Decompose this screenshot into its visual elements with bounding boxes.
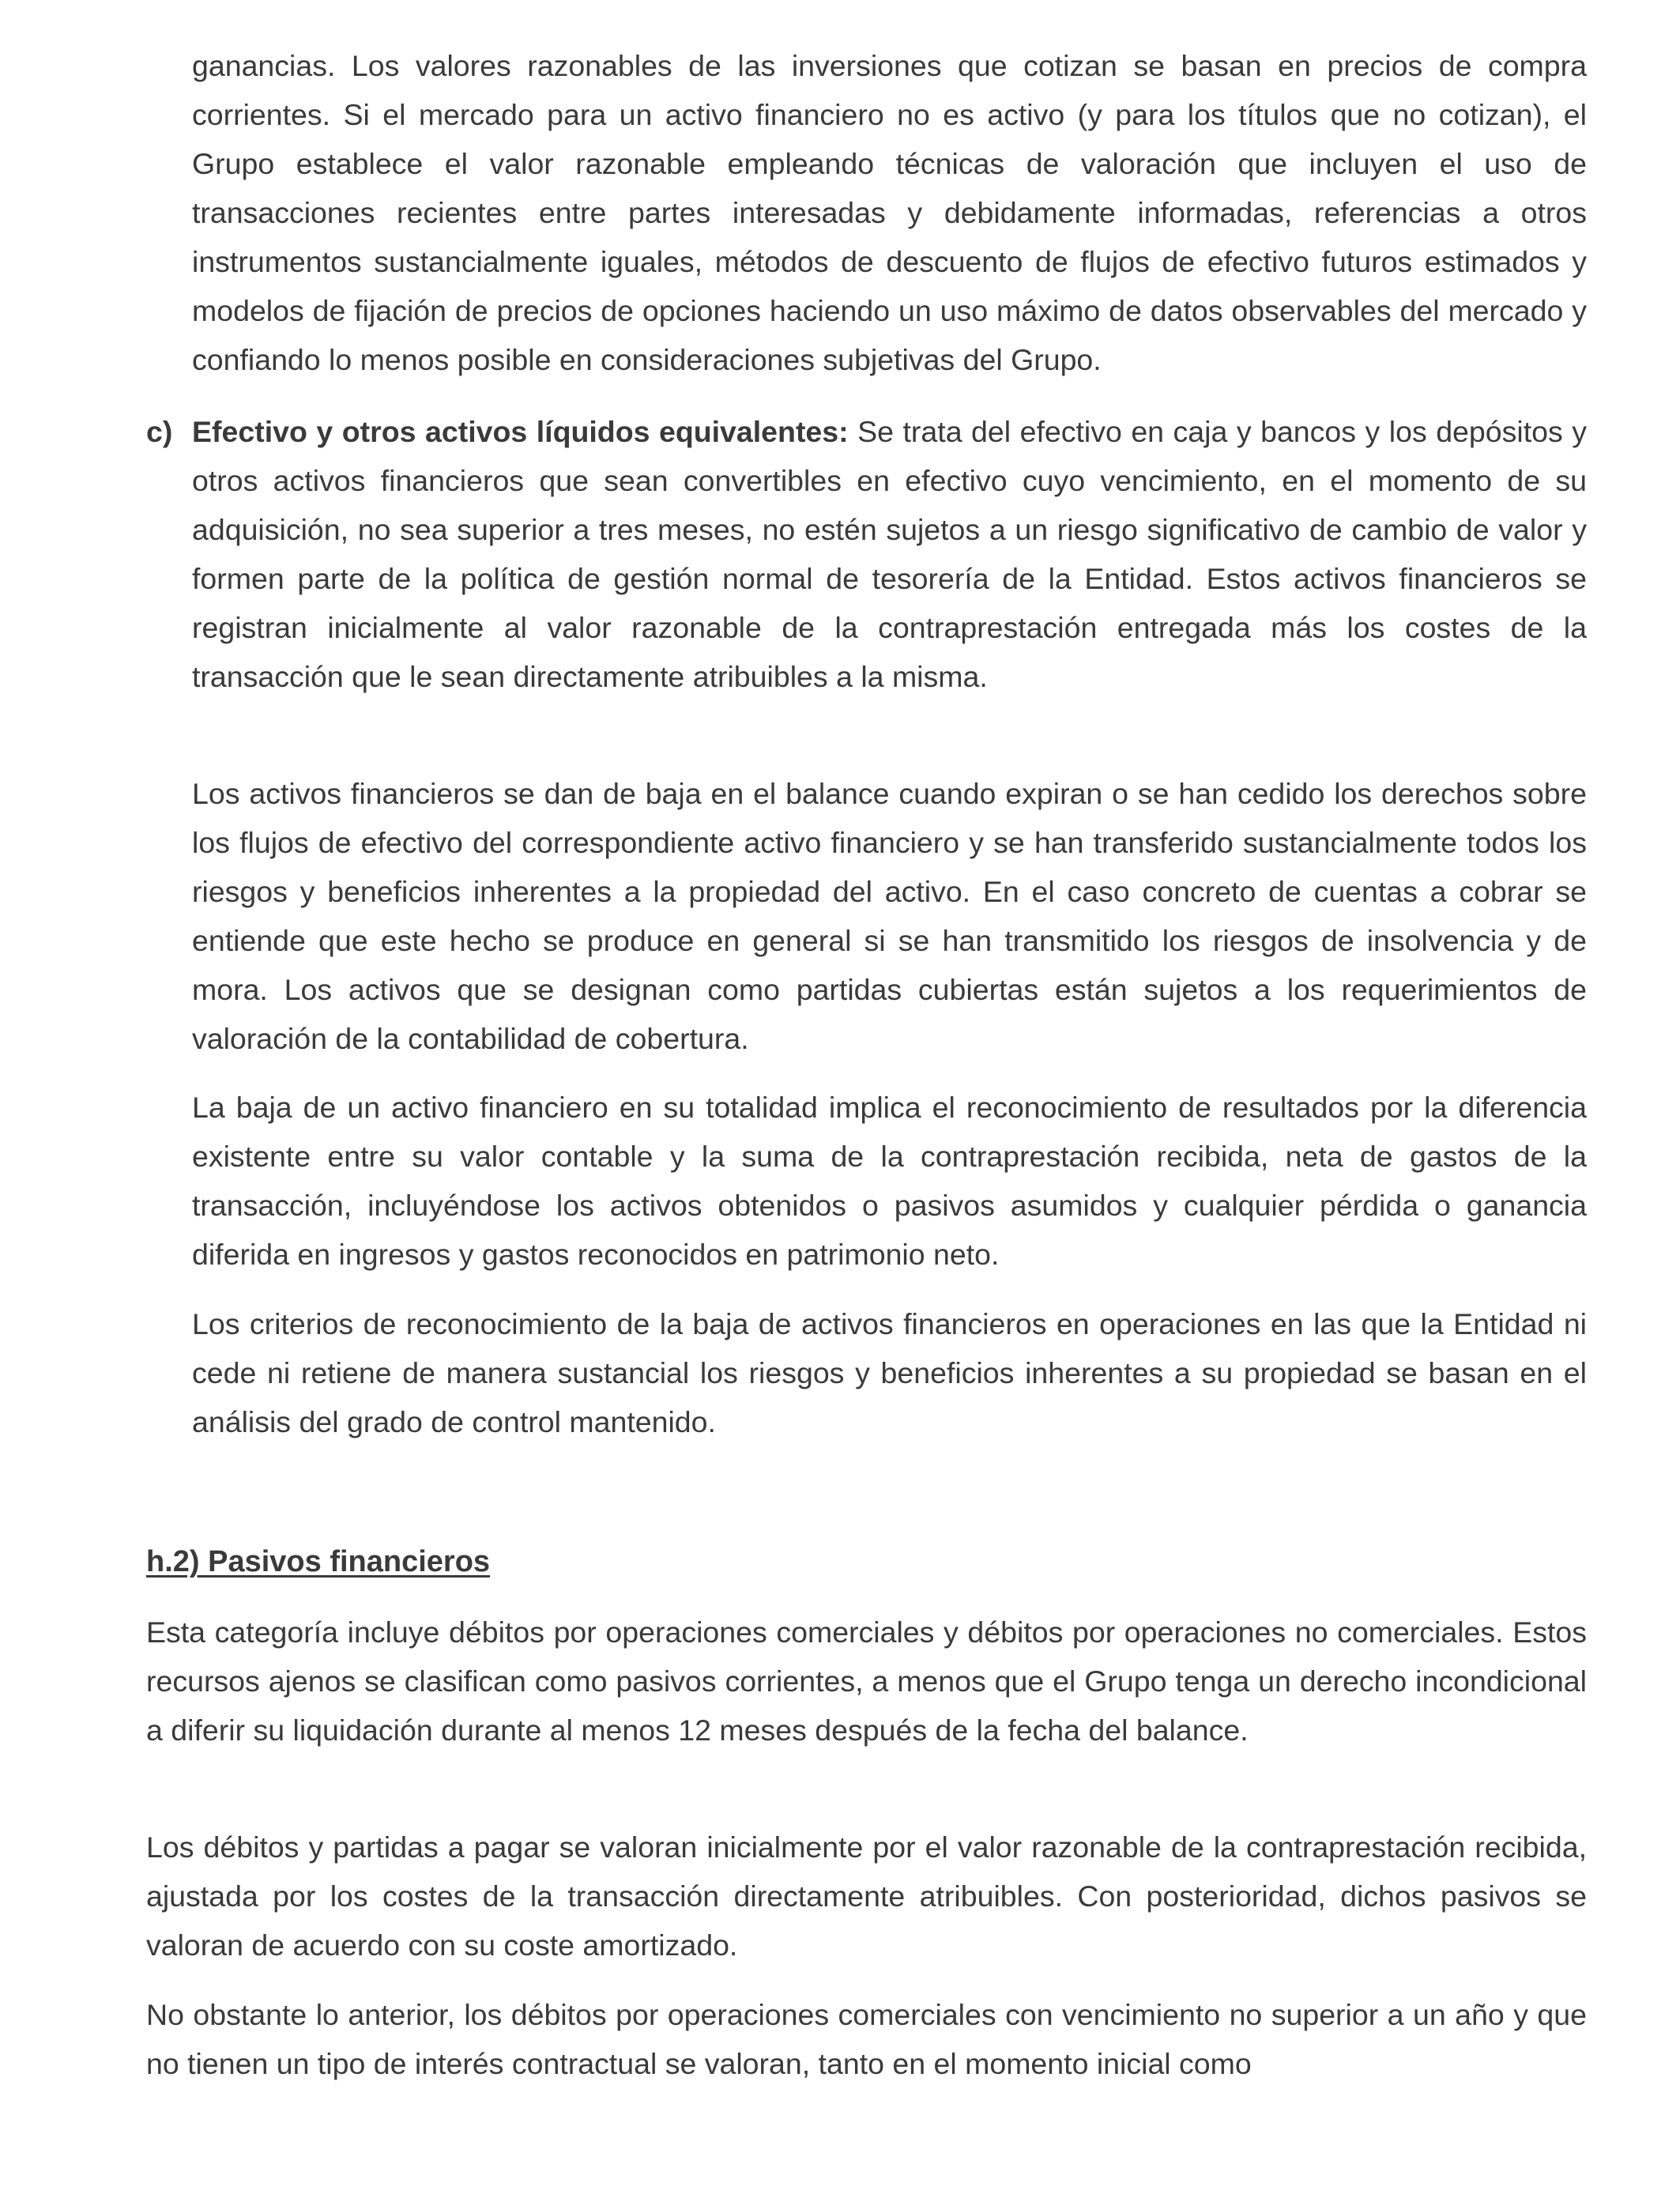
- continuation-paragraph: ganancias. Los valores razonables de las inversiones que cotizan se basan en precios de compra corrientes. Si el mercado para un activo financiero no es activo (y para los títulos que no cotizan), el Grupo establece el valor razonable empleando técnicas de valoración que incluyen el uso de transacciones recientes entre partes interesadas y debidamente informadas, referencias a otros instrumentos sustancialmente iguales, métodos de descuento de flujos de efectivo futuros estimados y modelos de fijación de precios de opciones haciendo un uso máximo de datos observables del mercado y confiando lo menos posible en consideraciones subjetivas del Grupo.: [192, 49, 1587, 376]
- derecognition-criteria-paragraph: Los criterios de reconocimiento de la baja de activos financieros en operaciones en las que la Entidad ni cede ni retiene de manera sustancial los riesgos y beneficios inherentes a su propiedad se basan en el análisis del grado de control mantenido.: [192, 1307, 1587, 1438]
- list-marker-c: c): [146, 415, 173, 448]
- item-c-term: Efectivo y otros activos líquidos equivalentes:: [192, 415, 849, 448]
- item-c-text: Se trata del efectivo en caja y bancos y los depósitos y otros activos financieros que sean convertibles en efectivo cuyo vencimiento, en el momento de su adquisición, no sea superior a tres meses, no estén sujetos a un riesgo significativo de cambio de valor y formen parte de la política de gestión normal de tesorería de la Entidad. Estos activos financieros se registran inicialmente al valor razonable de la contraprestación entregada más los costes de la transacción que le sean directamente atribuibles a la misma.: [192, 415, 1587, 693]
- section-heading-pasivos-financieros: h.2) Pasivos financieros: [146, 1545, 491, 1578]
- pasivos-category-paragraph: Esta categoría incluye débitos por operaciones comerciales y débitos por operaciones no comerciales. Estos recursos ajenos se clasifican como pasivos corrientes, a menos que el Grupo tenga un derecho incondicional a diferir su liquidación durante al menos 12 meses después de la fecha del balance.: [146, 1615, 1587, 1747]
- item-c-paragraph: [192, 407, 1587, 701]
- derecognition-result-paragraph: La baja de un activo financiero en su totalidad implica el reconocimiento de resultados por la diferencia existente entre su valor contable y la suma de la contraprestación recibida, neta de gastos de la transacción, incluyéndose los activos obtenidos o pasivos asumidos y cualquier pérdida o ganancia diferida en ingresos y gastos reconocidos en patrimonio neto.: [192, 1091, 1587, 1271]
- pasivos-valuation-paragraph: Los débitos y partidas a pagar se valoran inicialmente por el valor razonable de la contraprestación recibida, ajustada por los costes de la transacción directamente atribuibles. Con posterioridad, dichos pasivos se valoran de acuerdo con su coste amortizado.: [146, 1830, 1587, 1962]
- derecognition-paragraph: Los activos financieros se dan de baja en el balance cuando expiran o se han cedido los derechos sobre los flujos de efectivo del correspondiente activo financiero y se han transferido sustancialmente todos los riesgos y beneficios inherentes a la propiedad del activo. En el caso concreto de cuentas a cobrar se entiende que este hecho se produce en general si se han transmitido los riesgos de insolvencia y de mora. Los activos que se designan como partidas cubiertas están sujetos a los requerimientos de valoración de la contabilidad de cobertura.: [192, 777, 1587, 1055]
- pasivos-exception-paragraph: No obstante lo anterior, los débitos por operaciones comerciales con vencimiento no superior a un año y que no tienen un tipo de interés contractual se valoran, tanto en el momento inicial como: [146, 1998, 1587, 2080]
